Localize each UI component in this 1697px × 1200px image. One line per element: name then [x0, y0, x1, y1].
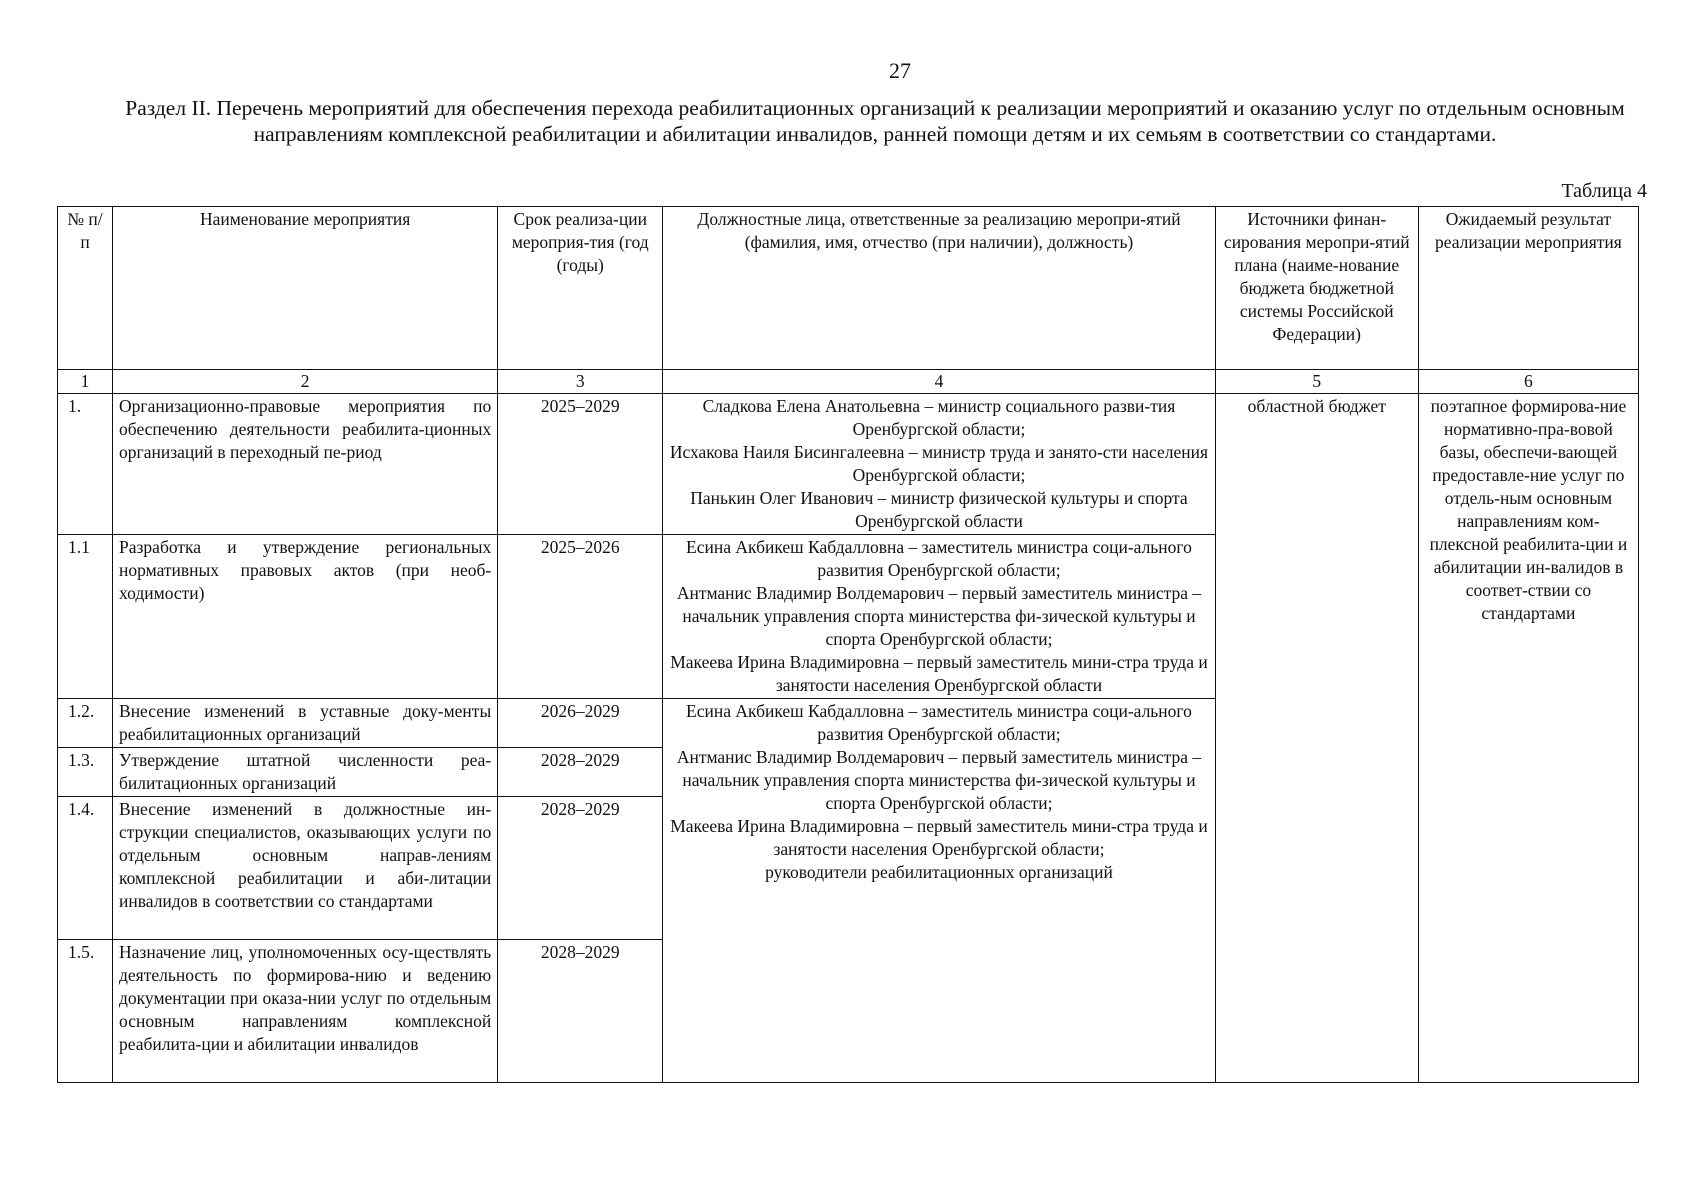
funding-source: областной бюджет: [1215, 394, 1418, 1083]
column-number-row: [58, 370, 1639, 394]
officials-cell: [663, 394, 1215, 535]
column-number: 2: [113, 370, 498, 394]
section-heading: Раздел II. Перечень мероприятий для обеспечения перехода реабилитационных организаций к реализации мероприятий и оказанию услуг по отдельным основным направлениям комплексной реабилитации и абилитации инвалидов, ранней помощи детям и их семьям в соответствии со стандартами.: [125, 96, 1625, 146]
row-number: 1.: [58, 394, 113, 535]
measure-name: Внесение изменений в уставные доку-менты реабилитационных организаций: [113, 699, 498, 748]
table-row: [58, 394, 1639, 535]
column-number: 6: [1418, 370, 1638, 394]
official-entry: Сладкова Елена Анатольевна – министр социального разви-тия Оренбургской области;: [702, 396, 1176, 439]
row-number: 1.5.: [58, 940, 113, 1083]
column-number: 4: [663, 370, 1215, 394]
official-entry: Макеева Ирина Владимировна – первый заместитель мини-стра труда и занятости населения Оренбургской области: [670, 652, 1208, 695]
shared-officials-cell: [663, 699, 1215, 1083]
official-entry: Есина Акбикеш Кабдалловна – заместитель министра соци-ального развития Оренбургской области;: [686, 701, 1192, 744]
period: 2025–2026: [498, 535, 663, 699]
header-result: Ожидаемый результат реализации мероприятия: [1418, 207, 1638, 370]
official-entry: руководители реабилитационных организаций: [765, 862, 1113, 882]
official-entry: Исхакова Наиля Бисингалеевна – министр труда и занято-сти населения Оренбургской области;: [669, 442, 1209, 485]
column-number: 1: [58, 370, 113, 394]
measure-name: Разработка и утверждение региональных нормативных правовых актов (при необ-ходимости): [113, 535, 498, 699]
table-header-row: [58, 207, 1639, 370]
measures-table: [57, 206, 1639, 1083]
official-entry: Макеева Ирина Владимировна – первый заместитель мини-стра труда и занятости населения Оренбургской области;: [670, 816, 1208, 859]
column-number: 3: [498, 370, 663, 394]
official-entry: Антманис Владимир Волдемарович – первый заместитель министра – начальник управления спорта министерства фи-зической культуры и спорта Оренбургской области;: [676, 747, 1202, 813]
expected-result: поэтапное формирова-ние нормативно-пра-вовой базы, обеспечи-вающей предоставле-ние услуг по отдель-ным основным направлениям ком-плексной реабилита-ции и абилитации ин-валидов в соответ-ствии со стандартами: [1418, 394, 1638, 1083]
period: 2028–2029: [498, 748, 663, 797]
period: 2028–2029: [498, 797, 663, 940]
period: 2026–2029: [498, 699, 663, 748]
row-number: 1.2.: [58, 699, 113, 748]
header-funding: Источники финан-сирования меропри-ятий плана (наиме-нование бюджета бюджетной системы Российской Федерации): [1215, 207, 1418, 370]
row-number: 1.4.: [58, 797, 113, 940]
period: 2028–2029: [498, 940, 663, 1083]
page-number: 27: [889, 58, 911, 83]
header-measure-name: Наименование мероприятия: [113, 207, 498, 370]
official-entry: Панькин Олег Иванович – министр физической культуры и спорта Оренбургской области: [690, 488, 1188, 531]
official-entry: Антманис Владимир Волдемарович – первый заместитель министра – начальник управления спорта министерства фи-зической культуры и спорта Оренбургской области;: [676, 583, 1202, 649]
measure-name: Внесение изменений в должностные ин-струкции специалистов, оказывающих услуги по отдельным основным направ-лениям комплексной реабилитации и аби-литации инвалидов в соответствии со стандартами: [113, 797, 498, 940]
official-entry: Есина Акбикеш Кабдалловна – заместитель министра соци-ального развития Оренбургской области;: [686, 537, 1192, 580]
row-number: 1.1: [58, 535, 113, 699]
officials-cell: [663, 535, 1215, 699]
header-officials: Должностные лица, ответственные за реализацию меропри-ятий (фамилия, имя, отчество (при наличии), должность): [663, 207, 1215, 370]
row-number: 1.3.: [58, 748, 113, 797]
table-label: Таблица 4: [1561, 180, 1647, 202]
measure-name: Назначение лиц, уполномоченных осу-ществлять деятельность по формирова-нию и ведению документации при оказа-нии услуг по отдельным основным направлениям комплексной реабилита-ции и абилитации инвалидов: [113, 940, 498, 1083]
header-number: № п/п: [58, 207, 113, 370]
measure-name: Организационно-правовые мероприятия по обеспечению деятельности реабилита-ционных организаций в переходный пе-риод: [113, 394, 498, 535]
period: 2025–2029: [498, 394, 663, 535]
column-number: 5: [1215, 370, 1418, 394]
header-period: Срок реализа-ции мероприя-тия (год (годы): [498, 207, 663, 370]
measure-name: Утверждение штатной численности реа-билитационных организаций: [113, 748, 498, 797]
